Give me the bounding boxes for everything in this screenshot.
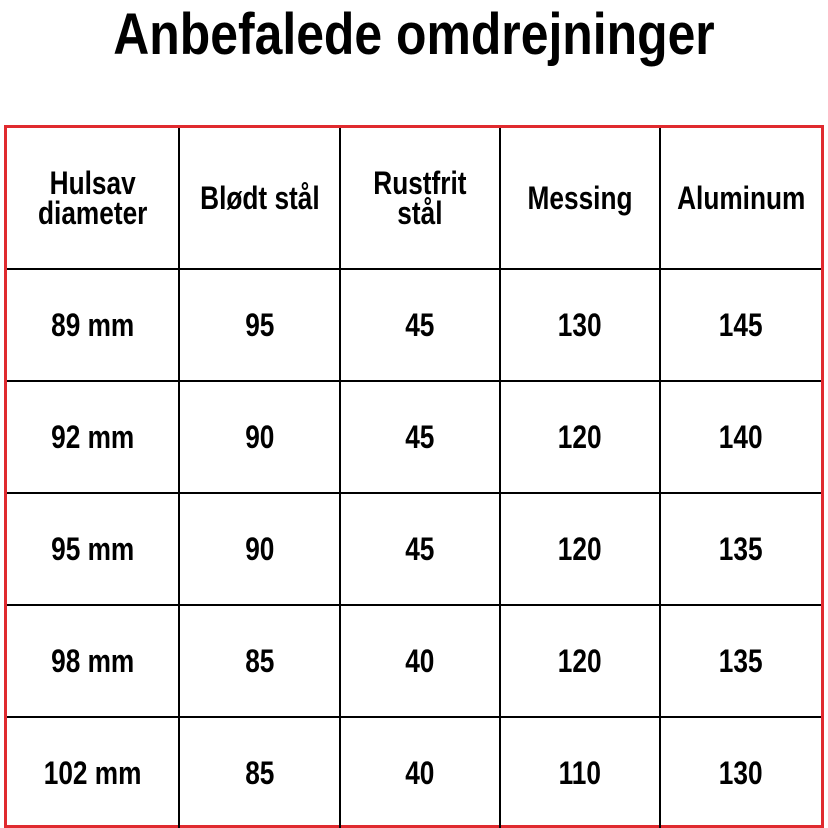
table-cell — [7, 605, 179, 717]
table-cell — [340, 381, 500, 493]
table-cell — [500, 269, 660, 381]
table-cell — [340, 269, 500, 381]
header-cell-mild-steel — [179, 128, 340, 269]
cell-value: 135 — [719, 530, 763, 567]
table-row — [7, 493, 821, 605]
cell-value: 92 mm — [50, 418, 135, 455]
table-cell — [179, 493, 340, 605]
rpm-table-frame — [4, 125, 824, 828]
table-cell — [179, 717, 340, 828]
table-cell — [340, 493, 500, 605]
cell-value: 145 — [719, 306, 763, 343]
table-cell — [340, 717, 500, 828]
cell-value: 102 mm — [43, 754, 142, 791]
cell-value: 120 — [558, 418, 602, 455]
cell-value: 85 — [244, 754, 275, 791]
header-label: Hulsav diameter — [37, 165, 148, 231]
table-cell — [660, 269, 821, 381]
header-cell-brass — [500, 128, 660, 269]
table-cell — [7, 493, 179, 605]
header-cell-stainless-steel — [340, 128, 500, 269]
cell-value: 89 mm — [50, 306, 135, 343]
table-row — [7, 381, 821, 493]
cell-value: 45 — [405, 306, 435, 343]
cell-value: 130 — [558, 306, 602, 343]
table-cell — [500, 605, 660, 717]
cell-value: 90 — [244, 530, 275, 567]
header-label: Aluminum — [676, 180, 806, 216]
table-cell — [179, 605, 340, 717]
cell-value: 95 — [244, 306, 275, 343]
header-label: Rustfrit stål — [373, 165, 467, 231]
table-cell — [179, 381, 340, 493]
rpm-table — [7, 128, 821, 828]
header-label: Messing — [527, 180, 633, 216]
table-cell — [660, 605, 821, 717]
table-cell — [7, 381, 179, 493]
header-cell-diameter — [7, 128, 179, 269]
page-title: Anbefalede omdrejninger — [113, 2, 715, 67]
table-cell — [660, 717, 821, 828]
cell-value: 120 — [558, 530, 602, 567]
cell-value: 40 — [405, 754, 435, 791]
table-row — [7, 717, 821, 828]
cell-value: 135 — [719, 642, 763, 679]
table-cell — [500, 493, 660, 605]
cell-value: 98 mm — [50, 642, 135, 679]
cell-value: 90 — [244, 418, 275, 455]
table-cell — [660, 493, 821, 605]
cell-value: 110 — [558, 754, 602, 791]
cell-value: 45 — [405, 530, 435, 567]
cell-value: 130 — [719, 754, 763, 791]
cell-value: 140 — [719, 418, 763, 455]
cell-value: 45 — [405, 418, 435, 455]
header-label: Blødt stål — [199, 180, 320, 216]
table-row — [7, 605, 821, 717]
cell-value: 120 — [558, 642, 602, 679]
table-cell — [7, 717, 179, 828]
table-cell — [660, 381, 821, 493]
table-cell — [500, 381, 660, 493]
table-cell — [179, 269, 340, 381]
table-cell — [7, 269, 179, 381]
header-cell-aluminum — [660, 128, 821, 269]
table-header-row — [7, 128, 821, 269]
table-row — [7, 269, 821, 381]
table-cell — [500, 717, 660, 828]
table-cell — [340, 605, 500, 717]
cell-value: 85 — [244, 642, 275, 679]
cell-value: 95 mm — [50, 530, 135, 567]
cell-value: 40 — [405, 642, 435, 679]
